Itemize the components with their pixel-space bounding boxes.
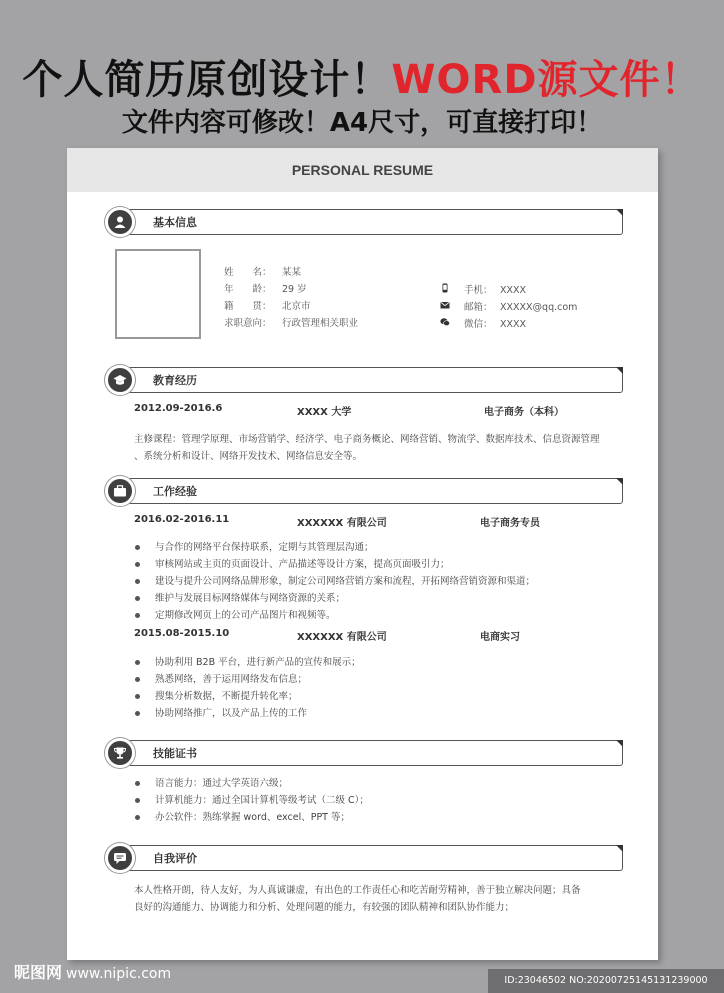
person-icon [105, 207, 135, 237]
work-1-company: XXXXXX 有限公司 [297, 518, 387, 529]
wechat-icon [440, 317, 450, 327]
watermark-logo: 昵图网 www.nipic.com [14, 963, 172, 982]
comment-icon [105, 843, 135, 873]
list-item: 协助网络推广，以及产品上传的工作 [135, 705, 361, 722]
list-item: 协助利用 B2B 平台，进行新产品的宣传和展示； [135, 654, 361, 671]
banner-red-text: WORD源文件！ [391, 57, 702, 103]
work-2-period: 2015.08-2015.10 [134, 628, 230, 639]
edu-courses-line-2: 、系统分析和设计、网络开发技术、网络信息安全等。 [134, 451, 363, 462]
info-hometown: 籍 贯： 北京市 [224, 301, 311, 312]
list-item: 建设与提升公司网络品牌形象，制定公司网络营销方案和流程，开拓网络营销资源和渠道； [135, 573, 535, 590]
photo-placeholder[interactable] [115, 249, 201, 339]
section-title: 技能证书 [153, 747, 197, 760]
edu-courses-line-1: 主修课程：管理学原理、市场营销学、经济学、电子商务概论、网络营销、物流学、数据库技术、信息资源管理 [134, 434, 600, 445]
work-2-position: 电商实习 [480, 632, 520, 643]
edu-period: 2012.09-2016.6 [134, 403, 223, 414]
work-2-duties [135, 654, 361, 722]
work-2-company: XXXXXX 有限公司 [297, 632, 387, 643]
watermark-id: ID:23046502 NO:20200725145131239000 [488, 969, 724, 993]
section-work [105, 476, 623, 506]
self-eval-line-2: 良好的沟通能力、协调能力和分析、处理问题的能力，有较强的团队精神和团队协作能力； [134, 902, 515, 913]
info-name: 姓 名： 某某 [224, 267, 302, 278]
self-eval-line-1: 本人性格开朗，待人友好，为人真诚谦虚，有出色的工作责任心和吃苦耐劳精神，善于独立解决问题；具备 [134, 885, 581, 896]
banner-line-1 [0, 48, 724, 105]
contact-phone: 手机： XXXX [464, 285, 527, 296]
list-item: 计算机能力：通过全国计算机等级考试（二级 C）； [135, 792, 369, 809]
section-education [105, 365, 623, 395]
list-item: 与合作的网络平台保持联系，定期与其管理层沟通； [135, 539, 535, 556]
section-skills [105, 738, 623, 768]
section-basic-info [105, 207, 623, 237]
mail-icon [440, 300, 450, 310]
list-item: 定期修改网页上的公司产品图片和视频等。 [135, 607, 535, 624]
section-title: 自我评价 [153, 852, 197, 865]
list-item: 办公软件：熟练掌握 word、excel、PPT 等； [135, 809, 369, 826]
resume-header: PERSONAL RESUME [67, 148, 658, 192]
briefcase-icon [105, 476, 135, 506]
section-self-evaluation [105, 843, 623, 873]
section-title: 教育经历 [153, 374, 197, 387]
info-age: 年 龄： 29 岁 [224, 284, 307, 295]
work-1-position: 电子商务专员 [480, 518, 540, 529]
list-item: 维护与发展目标网络媒体与网络资源的关系； [135, 590, 535, 607]
contact-wechat: 微信： XXXX [464, 319, 527, 330]
trophy-icon [105, 738, 135, 768]
banner-black-text: 个人简历原创设计！ [22, 57, 392, 103]
section-title: 基本信息 [153, 216, 197, 229]
work-1-duties [135, 539, 535, 624]
contact-email: 邮箱： XXXXX@qq.com [464, 302, 578, 313]
section-title: 工作经验 [153, 485, 197, 498]
edu-major: 电子商务（本科） [484, 407, 564, 418]
edu-school: XXXX 大学 [297, 407, 352, 418]
list-item: 搜集分析数据，不断提升转化率； [135, 688, 361, 705]
phone-icon [440, 283, 450, 293]
resume-sheet [67, 148, 658, 960]
list-item: 语言能力：通过大学英语六级； [135, 775, 369, 792]
work-1-period: 2016.02-2016.11 [134, 514, 230, 525]
info-objective: 求职意向： 行政管理相关职业 [224, 318, 359, 329]
list-item: 熟悉网络，善于运用网络发布信息； [135, 671, 361, 688]
skills-list [135, 775, 369, 826]
graduation-cap-icon [105, 365, 135, 395]
list-item: 审核网站或主页的页面设计、产品描述等设计方案，提高页面吸引力； [135, 556, 535, 573]
banner-line-2: 文件内容可修改！A4尺寸，可直接打印！ [121, 108, 603, 138]
